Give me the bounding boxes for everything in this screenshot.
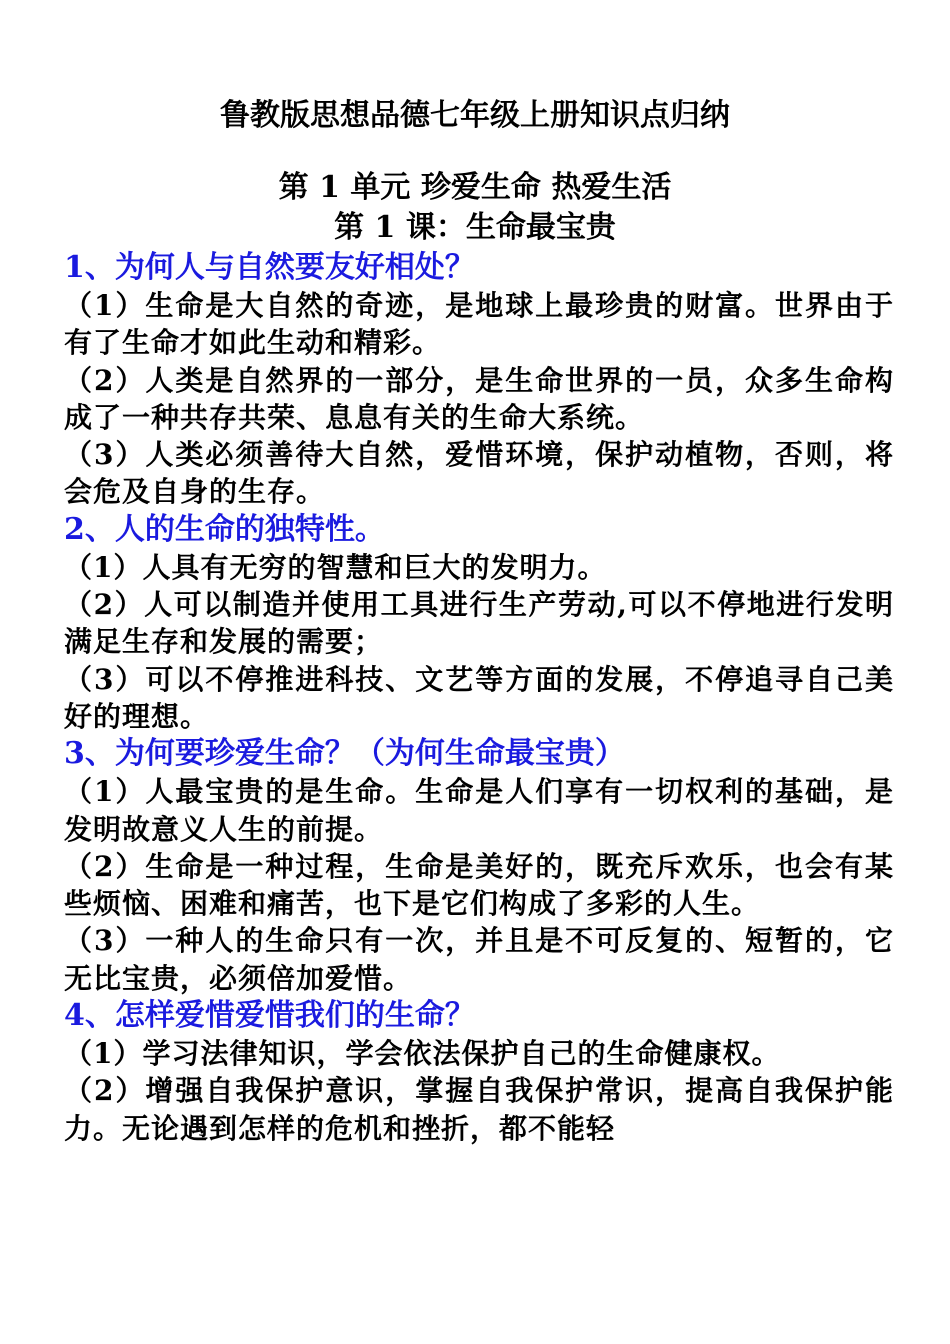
paragraph: （1）学习法律知识，学会依法保护自己的生命健康权。 (64, 1037, 781, 1071)
section-1 (64, 249, 894, 511)
section-4 (64, 997, 894, 1147)
section-heading: 4、怎样爱惜爱惜我们的生命？ (64, 998, 475, 1034)
paragraph: （3）可以不停推进科技、文艺等方面的发展，不停追寻自己美好的理想。 (64, 662, 894, 733)
paragraph: （1）生命是大自然的奇迹，是地球上最珍贵的财富。世界由于有了生命才如此生动和精彩。 (64, 289, 894, 360)
section-3 (64, 735, 894, 997)
section-heading: 1、为何人与自然要友好相处？ (64, 250, 475, 285)
paragraph: （2）人可以制造并使用工具进行生产劳动,可以不停地进行发明满足生存和发展的需要； (64, 588, 894, 659)
section-heading: 2、人的生命的独特性。 (64, 511, 385, 547)
paragraph: （3）一种人的生命只有一次，并且是不可反复的、短暂的，它无比宝贵，必须倍加爱惜。 (64, 924, 894, 995)
paragraph: （1）人具有无穷的智慧和巨大的发明力。 (64, 550, 607, 584)
unit-title: 第 1 单元 珍爱生命 热爱生活 (278, 170, 672, 205)
section-heading: 3、为何要珍爱生命？（为何生命最宝贵） (64, 736, 625, 772)
paragraph: （2）人类是自然界的一部分，是生命世界的一员，众多生命构成了一种共存共荣、息息有关的生命大系统。 (64, 363, 894, 434)
paragraph: （3）人类必须善待大自然，爱惜环境，保护动植物，否则，将会危及自身的生存。 (64, 438, 894, 509)
document-title: 鲁教版思想品德七年级上册知识点归纳 (220, 98, 730, 133)
lesson-title: 第 1 课：生命最宝贵 (334, 210, 616, 245)
document-body (64, 249, 894, 1147)
paragraph: （2）增强自我保护意识，掌握自我保护常识，提高自我保护能力。无论遇到怎样的危机和挫折，都不能轻 (64, 1074, 894, 1145)
paragraph: （2）生命是一种过程，生命是美好的，既充斥欢乐，也会有某些烦恼、困难和痛苦，也下是它们构成了多彩的人生。 (64, 849, 894, 921)
paragraph: （1）人最宝贵的是生命。生命是人们享有一切权利的基础，是发明故意义人生的前提。 (64, 775, 894, 846)
section-2 (64, 511, 894, 735)
